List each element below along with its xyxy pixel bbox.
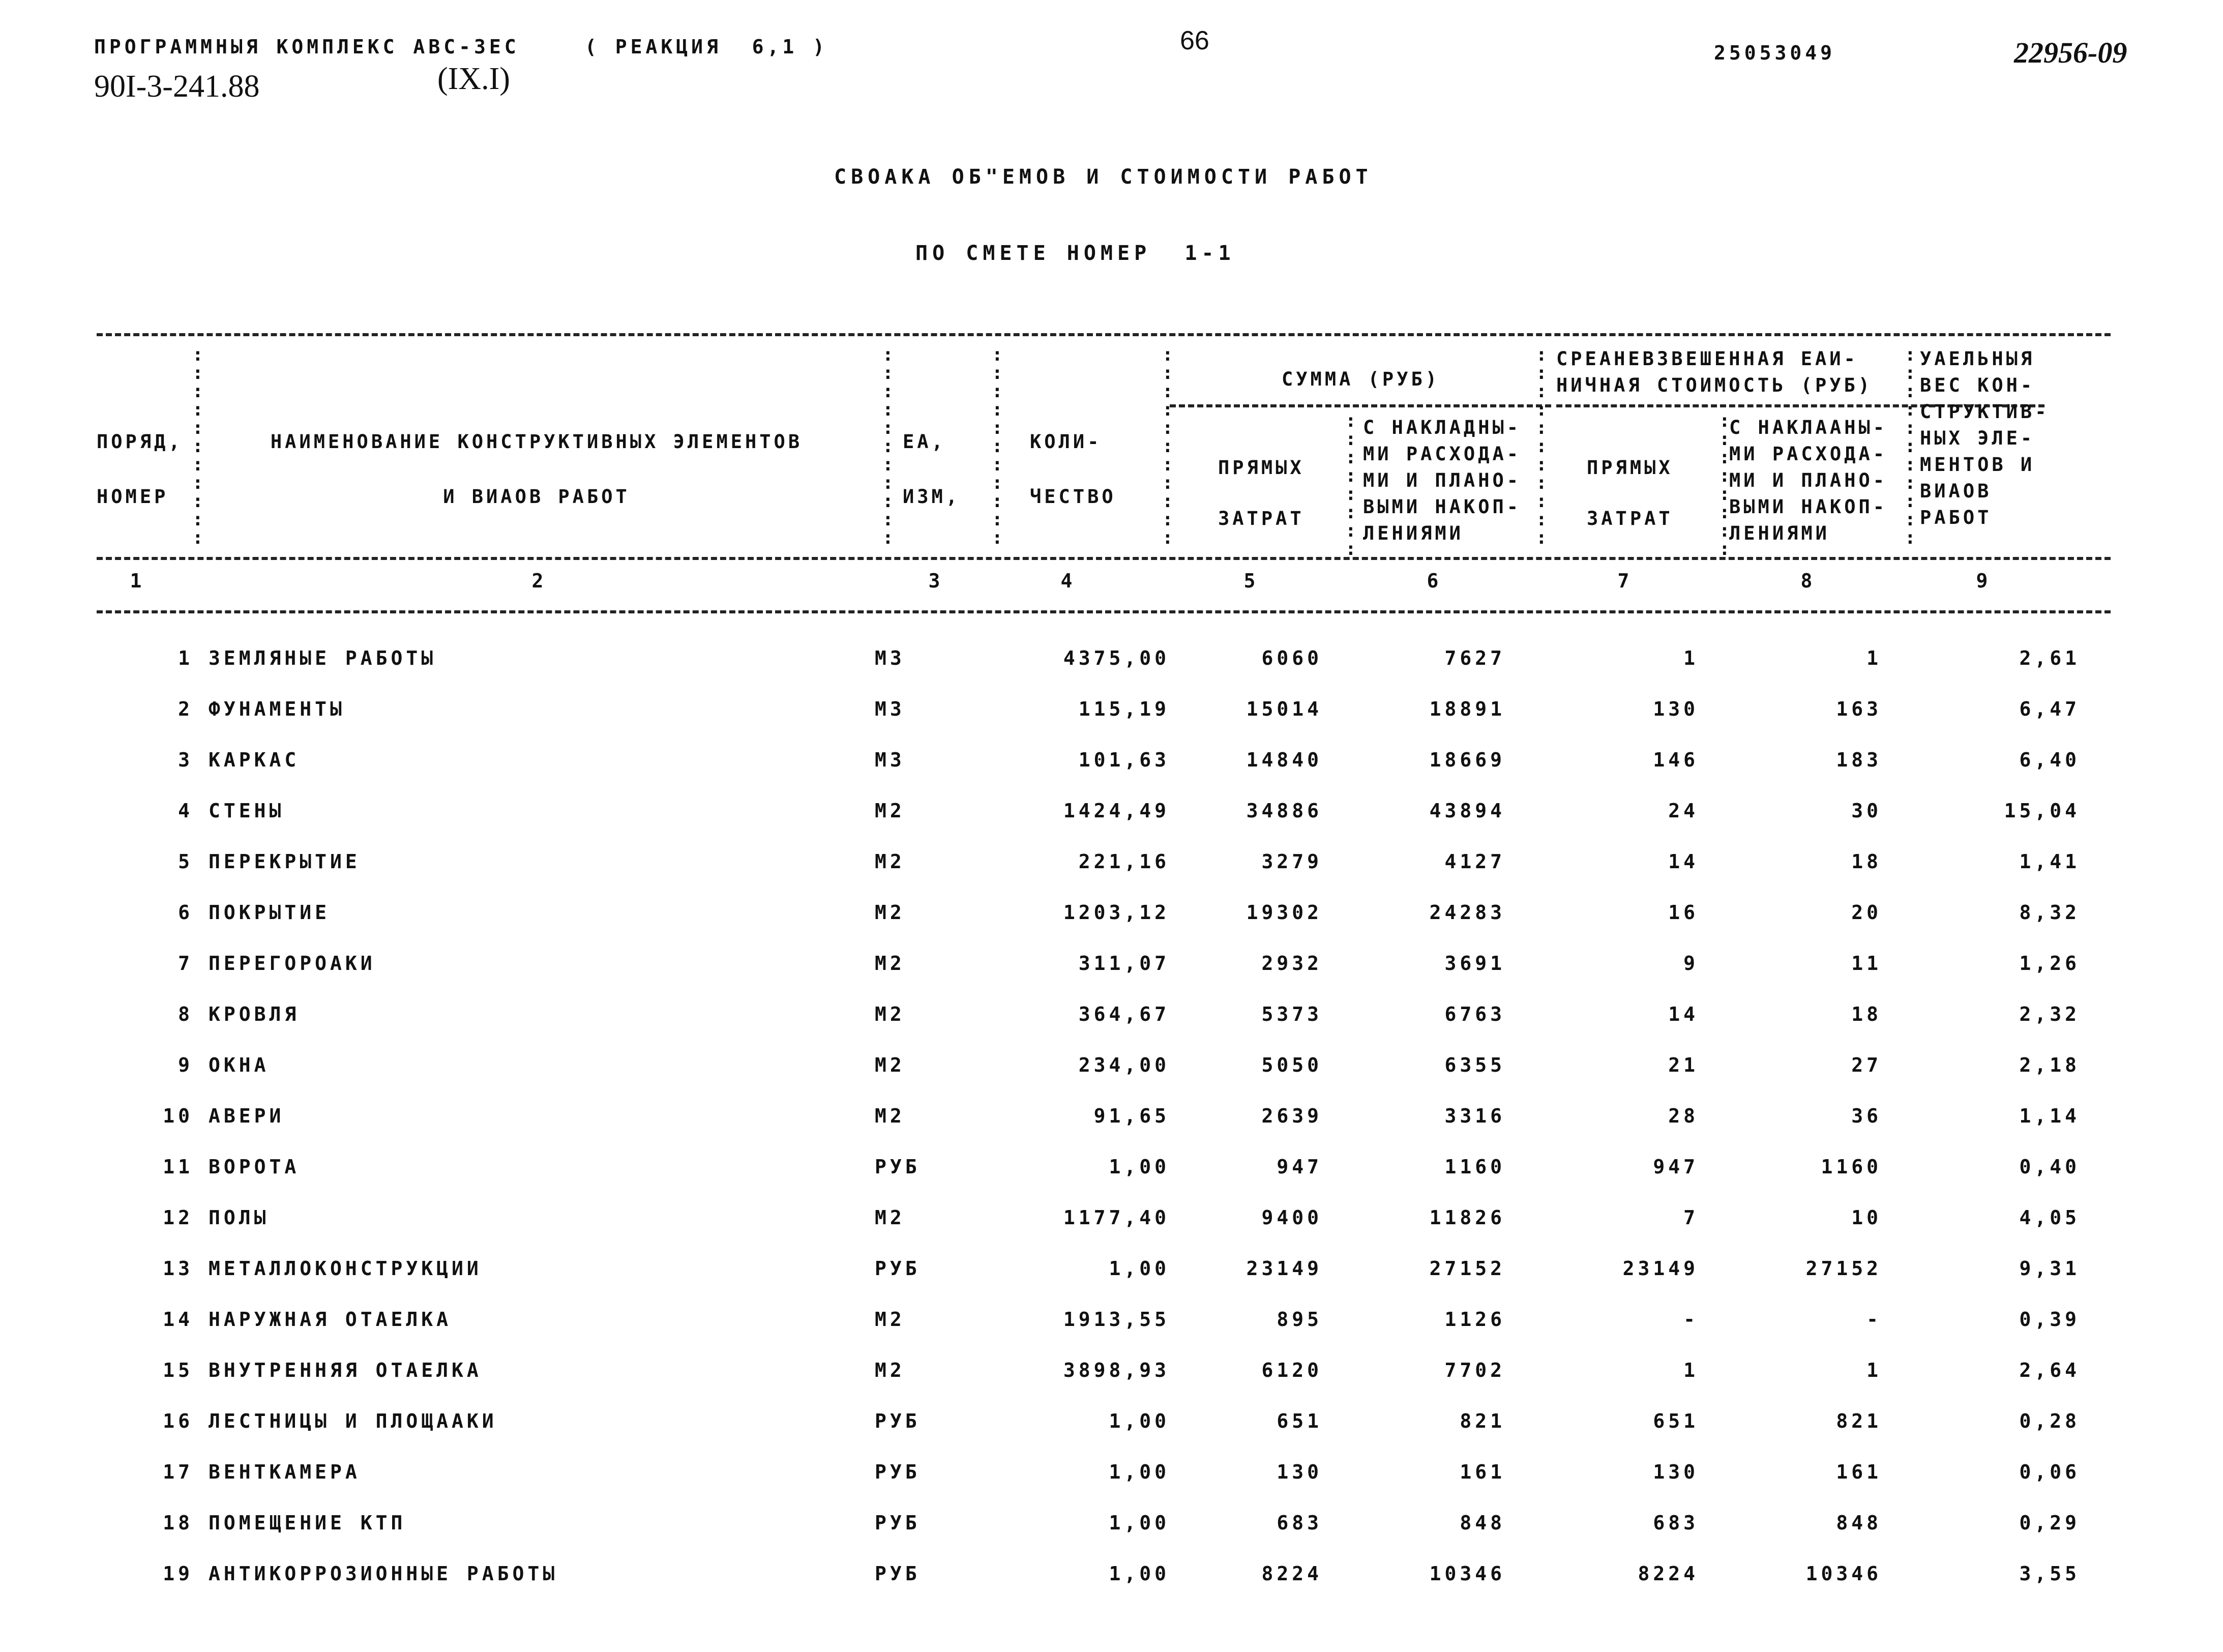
row-avg-overhead-cost: 821 — [1836, 1410, 1882, 1432]
row-share: 15,04 — [2004, 800, 2080, 822]
row-overhead-cost: 6355 — [1444, 1054, 1505, 1076]
row-unit: РУБ — [875, 1562, 921, 1585]
table-row — [0, 1461, 2223, 1512]
row-overhead-cost: 43894 — [1429, 800, 1505, 822]
col-avg-direct-header: ПРЯМЫХ ЗАТРАТ — [1587, 457, 1673, 529]
row-share: 1,41 — [2019, 850, 2080, 873]
row-unit: М3 — [875, 749, 905, 771]
row-avg-overhead-cost: 10 — [1851, 1206, 1882, 1229]
row-avg-direct-cost: 14 — [1668, 850, 1699, 873]
row-quantity: 3898,93 — [1063, 1359, 1170, 1381]
row-overhead-cost: 24283 — [1429, 901, 1505, 924]
row-overhead-cost: 7702 — [1444, 1359, 1505, 1381]
row-avg-direct-cost: 23149 — [1622, 1257, 1699, 1280]
row-unit: М2 — [875, 901, 905, 924]
row-avg-direct-cost: - — [1683, 1308, 1699, 1331]
row-number: 11 — [163, 1156, 193, 1178]
row-share: 0,39 — [2019, 1308, 2080, 1331]
row-quantity: 1203,12 — [1063, 901, 1170, 924]
row-name: ЛЕСТНИЦЫ И ПЛОЩААКИ — [209, 1410, 497, 1432]
row-share: 0,40 — [2019, 1156, 2080, 1178]
table-row — [0, 901, 2223, 952]
row-avg-overhead-cost: 161 — [1836, 1461, 1882, 1483]
row-number: 6 — [178, 901, 193, 924]
row-share: 3,55 — [2019, 1562, 2080, 1585]
document-code: 25053049 — [1714, 42, 1836, 64]
table-row — [0, 1156, 2223, 1206]
row-avg-overhead-cost: 36 — [1851, 1105, 1882, 1127]
row-quantity: 364,67 — [1078, 1003, 1170, 1025]
row-overhead-cost: 7627 — [1444, 647, 1505, 669]
row-overhead-cost: 161 — [1460, 1461, 1505, 1483]
row-share: 0,29 — [2019, 1512, 2080, 1534]
edition-label: ( РЕАКЦИЯ 6,1 ) — [585, 36, 828, 58]
row-avg-overhead-cost: 18 — [1851, 1003, 1882, 1025]
row-avg-overhead-cost: 10346 — [1805, 1562, 1882, 1585]
row-name: ВОРОТА — [209, 1156, 300, 1178]
row-share: 4,05 — [2019, 1206, 2080, 1229]
column-number: 6 — [1427, 570, 1442, 592]
row-share: 9,31 — [2019, 1257, 2080, 1280]
row-share: 0,06 — [2019, 1461, 2080, 1483]
row-unit: РУБ — [875, 1410, 921, 1432]
row-avg-overhead-cost: 11 — [1851, 952, 1882, 975]
row-quantity: 234,00 — [1078, 1054, 1170, 1076]
row-avg-direct-cost: 16 — [1668, 901, 1699, 924]
row-avg-overhead-cost: 848 — [1836, 1512, 1882, 1534]
row-direct-cost: 6060 — [1261, 647, 1322, 669]
row-share: 2,61 — [2019, 647, 2080, 669]
row-name: АНТИКОРРОЗИОННЫЕ РАБОТЫ — [209, 1562, 558, 1585]
row-name: ВНУТРЕННЯЯ ОТАЕЛКА — [209, 1359, 482, 1381]
row-unit: М2 — [875, 1359, 905, 1381]
row-unit: РУБ — [875, 1257, 921, 1280]
row-unit: М3 — [875, 647, 905, 669]
row-name: МЕТАЛЛОКОНСТРУКЦИИ — [209, 1257, 482, 1280]
row-share: 2,64 — [2019, 1359, 2080, 1381]
row-name: ВЕНТКАМЕРА — [209, 1461, 361, 1483]
col-overhead-header: С НАКЛАДНЫ- МИ РАСХОДА- МИ И ПЛАНО- ВЫМИ НАКОП- ЛЕНИЯМИ — [1363, 417, 1522, 544]
row-quantity: 1424,49 — [1063, 800, 1170, 822]
row-avg-direct-cost: 14 — [1668, 1003, 1699, 1025]
table-top-rule — [97, 333, 2111, 336]
row-unit: РУБ — [875, 1512, 921, 1534]
report-title: СВОАКА ОБ"ЕМОВ И СТОИМОСТИ РАБОТ — [834, 165, 1373, 189]
row-number: 13 — [163, 1257, 193, 1280]
table-row — [0, 1512, 2223, 1562]
column-number-rule — [97, 610, 2111, 613]
row-quantity: 1,00 — [1109, 1512, 1170, 1534]
row-name: ПОМЕЩЕНИЕ КТП — [209, 1512, 406, 1534]
column-number: 3 — [928, 570, 943, 592]
table-row — [0, 1562, 2223, 1613]
row-name: ОКНА — [209, 1054, 270, 1076]
row-avg-direct-cost: 7 — [1683, 1206, 1699, 1229]
row-avg-direct-cost: 651 — [1653, 1410, 1699, 1432]
report-subtitle: ПО СМЕТЕ НОМЕР 1-1 — [915, 242, 1235, 265]
row-name: СТЕНЫ — [209, 800, 285, 822]
row-avg-direct-cost: 130 — [1653, 698, 1699, 720]
row-avg-direct-cost: 947 — [1653, 1156, 1699, 1178]
table-row — [0, 952, 2223, 1003]
table-row — [0, 1003, 2223, 1054]
row-avg-direct-cost: 24 — [1668, 800, 1699, 822]
row-unit: М2 — [875, 952, 905, 975]
column-separator: : : : : : : : : — [1719, 410, 1730, 559]
row-unit: М2 — [875, 850, 905, 873]
row-direct-cost: 130 — [1277, 1461, 1322, 1483]
row-name: КАРКАС — [209, 749, 300, 771]
row-avg-overhead-cost: 27152 — [1805, 1257, 1882, 1280]
row-number: 12 — [163, 1206, 193, 1229]
row-number: 3 — [178, 749, 193, 771]
row-overhead-cost: 6763 — [1444, 1003, 1505, 1025]
row-number: 14 — [163, 1308, 193, 1331]
row-overhead-cost: 1160 — [1444, 1156, 1505, 1178]
row-name: АВЕРИ — [209, 1105, 285, 1127]
row-number: 15 — [163, 1359, 193, 1381]
row-direct-cost: 947 — [1277, 1156, 1322, 1178]
row-unit: М2 — [875, 1105, 905, 1127]
row-quantity: 115,19 — [1078, 698, 1170, 720]
row-number: 5 — [178, 850, 193, 873]
column-separator: : : : : : : : : : : : — [1162, 344, 1173, 548]
row-overhead-cost: 3316 — [1444, 1105, 1505, 1127]
column-separator: : : : : : : : : : : : — [882, 344, 894, 548]
row-number: 16 — [163, 1410, 193, 1432]
row-unit: М2 — [875, 1003, 905, 1025]
row-avg-direct-cost: 1 — [1683, 647, 1699, 669]
row-overhead-cost: 4127 — [1444, 850, 1505, 873]
row-name: НАРУЖНАЯ ОТАЕЛКА — [209, 1308, 452, 1331]
row-quantity: 311,07 — [1078, 952, 1170, 975]
row-direct-cost: 5050 — [1261, 1054, 1322, 1076]
row-avg-direct-cost: 683 — [1653, 1512, 1699, 1534]
row-direct-cost: 5373 — [1261, 1003, 1322, 1025]
table-row — [0, 1257, 2223, 1308]
row-name: ПЕРЕКРЫТИЕ — [209, 850, 361, 873]
column-number: 1 — [130, 570, 145, 592]
table-row — [0, 698, 2223, 749]
row-overhead-cost: 18669 — [1429, 749, 1505, 771]
row-overhead-cost: 27152 — [1429, 1257, 1505, 1280]
column-separator: : : : : : : : : : : : — [192, 344, 203, 548]
row-direct-cost: 6120 — [1261, 1359, 1322, 1381]
row-unit: РУБ — [875, 1156, 921, 1178]
row-quantity: 1177,40 — [1063, 1206, 1170, 1229]
column-number: 9 — [1976, 570, 1991, 592]
sum-group-header: СУММА (РУБ) — [1282, 368, 1440, 390]
header-bottom-rule — [97, 557, 2111, 560]
table-row — [0, 749, 2223, 800]
document-number: 22956-09 — [2014, 36, 2127, 69]
row-direct-cost: 34886 — [1246, 800, 1322, 822]
col-unit-header: ЕА, ИЗМ, — [903, 431, 961, 508]
row-share: 1,26 — [2019, 952, 2080, 975]
row-direct-cost: 651 — [1277, 1410, 1322, 1432]
row-share: 6,40 — [2019, 749, 2080, 771]
project-number: 90I-3-241.88 — [94, 69, 260, 104]
row-number: 17 — [163, 1461, 193, 1483]
row-overhead-cost: 848 — [1460, 1512, 1505, 1534]
row-direct-cost: 8224 — [1261, 1562, 1322, 1585]
table-row — [0, 647, 2223, 698]
row-avg-overhead-cost: 1 — [1866, 1359, 1882, 1381]
row-avg-overhead-cost: 183 — [1836, 749, 1882, 771]
row-overhead-cost: 3691 — [1444, 952, 1505, 975]
row-direct-cost: 2932 — [1261, 952, 1322, 975]
table-row — [0, 1359, 2223, 1410]
col-name-header: НАИМЕНОВАНИЕ КОНСТРУКТИВНЫХ ЭЛЕМЕНТОВ И ВИАОВ РАБОТ — [270, 431, 803, 508]
row-share: 0,28 — [2019, 1410, 2080, 1432]
row-unit: М3 — [875, 698, 905, 720]
row-avg-overhead-cost: 30 — [1851, 800, 1882, 822]
column-number: 4 — [1060, 570, 1076, 592]
row-number: 8 — [178, 1003, 193, 1025]
row-unit: М2 — [875, 800, 905, 822]
row-name: ПЕРЕГОРОАКИ — [209, 952, 376, 975]
column-separator: : : : : : : : : — [1345, 410, 1356, 559]
row-quantity: 101,63 — [1078, 749, 1170, 771]
row-direct-cost: 14840 — [1246, 749, 1322, 771]
row-quantity: 91,65 — [1093, 1105, 1170, 1127]
row-direct-cost: 3279 — [1261, 850, 1322, 873]
program-name: ПРОГРАММНЫЯ КОМПЛЕКС АВС-ЗЕС — [94, 36, 520, 58]
row-avg-overhead-cost: 27 — [1851, 1054, 1882, 1076]
col-quantity-header: КОЛИ- ЧЕСТВО — [1030, 431, 1116, 508]
row-name: ФУНАМЕНТЫ — [209, 698, 345, 720]
col-avg-overhead-header: С НАКЛААНЫ- МИ РАСХОДА- МИ И ПЛАНО- ВЫМИ НАКОП- ЛЕНИЯМИ — [1729, 417, 1888, 544]
row-share: 2,32 — [2019, 1003, 2080, 1025]
row-direct-cost: 683 — [1277, 1512, 1322, 1534]
row-avg-direct-cost: 28 — [1668, 1105, 1699, 1127]
table-row — [0, 1410, 2223, 1461]
row-quantity: 1,00 — [1109, 1410, 1170, 1432]
col-share-header: УАЕЛЬНЫЯ ВЕС КОН- СТРУКТИВ- НЫХ ЭЛЕ- МЕНТОВ И ВИАОВ РАБОТ — [1920, 348, 2050, 528]
row-direct-cost: 19302 — [1246, 901, 1322, 924]
row-quantity: 221,16 — [1078, 850, 1170, 873]
table-row — [0, 850, 2223, 901]
row-name: ЗЕМЛЯНЫЕ РАБОТЫ — [209, 647, 437, 669]
table-row — [0, 1206, 2223, 1257]
row-direct-cost: 2639 — [1261, 1105, 1322, 1127]
column-number: 5 — [1243, 570, 1259, 592]
row-name: КРОВЛЯ — [209, 1003, 300, 1025]
col-order-header: ПОРЯД, НОМЕР — [97, 431, 183, 508]
row-avg-direct-cost: 9 — [1683, 952, 1699, 975]
column-number: 8 — [1800, 570, 1816, 592]
row-number: 18 — [163, 1512, 193, 1534]
row-avg-overhead-cost: 20 — [1851, 901, 1882, 924]
row-overhead-cost: 821 — [1460, 1410, 1505, 1432]
row-overhead-cost: 1126 — [1444, 1308, 1505, 1331]
row-quantity: 1,00 — [1109, 1562, 1170, 1585]
page-number: 66 — [1180, 26, 1209, 55]
row-overhead-cost: 11826 — [1429, 1206, 1505, 1229]
row-number: 1 — [178, 647, 193, 669]
row-avg-direct-cost: 130 — [1653, 1461, 1699, 1483]
row-avg-overhead-cost: 18 — [1851, 850, 1882, 873]
row-direct-cost: 9400 — [1261, 1206, 1322, 1229]
column-separator: : : : : : : : : : : : — [1536, 344, 1547, 548]
row-avg-direct-cost: 21 — [1668, 1054, 1699, 1076]
row-avg-direct-cost: 1 — [1683, 1359, 1699, 1381]
table-row — [0, 1105, 2223, 1156]
table-row — [0, 1308, 2223, 1359]
row-avg-overhead-cost: - — [1866, 1308, 1882, 1331]
row-name: ПОЛЫ — [209, 1206, 270, 1229]
row-quantity: 1,00 — [1109, 1156, 1170, 1178]
row-avg-direct-cost: 146 — [1653, 749, 1699, 771]
row-number: 19 — [163, 1562, 193, 1585]
sum-group-rule — [1170, 404, 1551, 407]
row-overhead-cost: 10346 — [1429, 1562, 1505, 1585]
row-avg-direct-cost: 8224 — [1638, 1562, 1699, 1585]
row-overhead-cost: 18891 — [1429, 698, 1505, 720]
row-share: 6,47 — [2019, 698, 2080, 720]
row-quantity: 1913,55 — [1063, 1308, 1170, 1331]
row-direct-cost: 23149 — [1246, 1257, 1322, 1280]
row-share: 8,32 — [2019, 901, 2080, 924]
row-quantity: 4375,00 — [1063, 647, 1170, 669]
table-row — [0, 1054, 2223, 1105]
row-unit: М2 — [875, 1206, 905, 1229]
column-separator: : : : : : : : : : : : — [992, 344, 1003, 548]
row-unit: М2 — [875, 1308, 905, 1331]
avg-group-header: СРЕАНЕВЗВЕШЕННАЯ ЕАИ- НИЧНАЯ СТОИМОСТЬ (РУБ) — [1556, 348, 1873, 396]
column-number: 2 — [531, 570, 547, 592]
row-share: 1,14 — [2019, 1105, 2080, 1127]
row-number: 9 — [178, 1054, 193, 1076]
row-number: 10 — [163, 1105, 193, 1127]
row-share: 2,18 — [2019, 1054, 2080, 1076]
row-avg-overhead-cost: 1 — [1866, 647, 1882, 669]
row-unit: РУБ — [875, 1461, 921, 1483]
row-avg-overhead-cost: 163 — [1836, 698, 1882, 720]
row-quantity: 1,00 — [1109, 1461, 1170, 1483]
table-row — [0, 800, 2223, 850]
row-name: ПОКРЫТИЕ — [209, 901, 331, 924]
row-avg-overhead-cost: 1160 — [1821, 1156, 1882, 1178]
section-number: (IX.I) — [437, 62, 510, 96]
row-number: 4 — [178, 800, 193, 822]
row-quantity: 1,00 — [1109, 1257, 1170, 1280]
row-number: 2 — [178, 698, 193, 720]
column-separator: : : : : : : : : : : : — [1905, 344, 1916, 548]
row-direct-cost: 15014 — [1246, 698, 1322, 720]
row-number: 7 — [178, 952, 193, 975]
row-direct-cost: 895 — [1277, 1308, 1322, 1331]
col-direct-header: ПРЯМЫХ ЗАТРАТ — [1218, 457, 1305, 529]
row-unit: М2 — [875, 1054, 905, 1076]
column-number: 7 — [1617, 570, 1633, 592]
